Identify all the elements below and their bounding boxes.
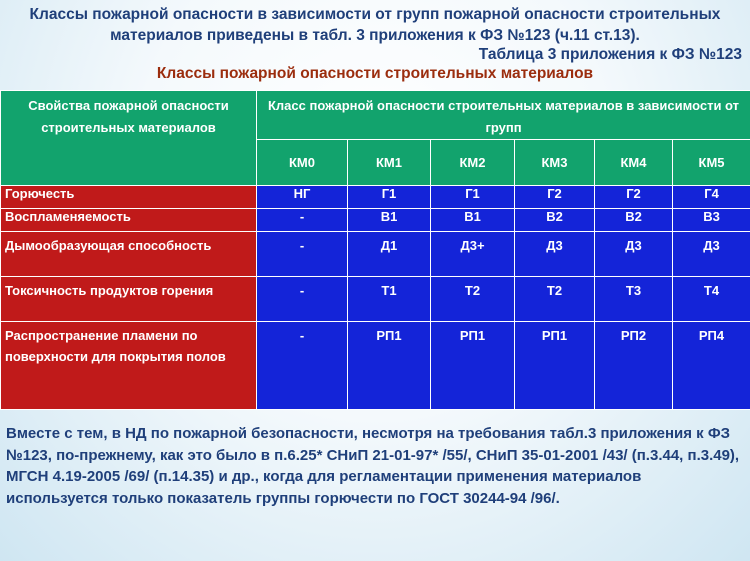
- row-value: [348, 232, 431, 277]
- row-value: [257, 232, 348, 277]
- row-value: [595, 322, 673, 410]
- header-class: Класс пожарной опасности строительных материалов в зависимости от групп: [257, 91, 750, 140]
- row-value-text: Т3: [625, 283, 642, 298]
- row-value: Г2: [515, 186, 595, 209]
- row-value: [257, 277, 348, 322]
- row-value: [515, 232, 595, 277]
- class-km2: КМ2: [431, 140, 515, 186]
- row-value: Г1: [348, 186, 431, 209]
- row-property-text: Распространение пламени по поверхности для покрытия полов: [5, 328, 226, 364]
- row-value-text: РП4: [698, 328, 725, 343]
- row-value: Г4: [673, 186, 750, 209]
- intro-line-2: материалов приведены в табл. 3 приложения к ФЗ №123 (ч.11 ст.13).: [110, 27, 640, 44]
- row-value: [673, 232, 750, 277]
- row-value-text: РП2: [620, 328, 647, 343]
- class-km1: КМ1: [348, 140, 431, 186]
- intro-line-1: Классы пожарной опасности в зависимости от групп пожарной опасности строительных: [29, 6, 721, 23]
- row-value-text: -: [299, 328, 305, 343]
- class-km4: КМ4: [595, 140, 673, 186]
- row-value: [673, 277, 750, 322]
- row-value: [431, 232, 515, 277]
- row-value-text: Т2: [546, 283, 563, 298]
- footnote-text: Вместе с тем, в НД по пожарной безопасности, несмотря на требования табл.3 приложения к ФЗ №123, по-прежнему, как это было в п.6.25* СНиП 21-01-97* /55/, СНиП 35-01-2001 /43/ (п.3.44, п.3.49), МГСН 4.19-2005 /69/ (п.14.35) и др., когда для регламентации применения материалов используется только показатель группы горючести по ГОСТ 30244-94 /96/.: [6, 425, 740, 507]
- row-value: [595, 277, 673, 322]
- row-value-text: Д3: [546, 238, 563, 253]
- row-value: [595, 232, 673, 277]
- row-value-text: -: [299, 238, 305, 253]
- table-reference: Таблица 3 приложения к ФЗ №123: [478, 46, 742, 63]
- table-title: Классы пожарной опасности строительных материалов: [156, 65, 594, 82]
- table-row: [1, 186, 750, 209]
- row-value: НГ: [257, 186, 348, 209]
- row-value-text: РП1: [459, 328, 486, 343]
- row-value: [515, 277, 595, 322]
- row-value-text: Т2: [464, 283, 481, 298]
- row-value-text: Т1: [381, 283, 397, 298]
- row-value: В1: [348, 209, 431, 232]
- row-value: В3: [673, 209, 750, 232]
- class-km3: КМ3: [515, 140, 595, 186]
- row-value-text: Т4: [703, 283, 720, 298]
- fire-hazard-table: [0, 90, 750, 410]
- row-value-text: -: [299, 283, 305, 298]
- header-property: Свойства пожарной опасности строительных материалов: [1, 91, 257, 186]
- row-value: [431, 322, 515, 410]
- intro-text: [0, 4, 750, 46]
- row-property: [1, 322, 257, 410]
- row-value: -: [257, 209, 348, 232]
- table-row: [1, 232, 750, 277]
- row-value-text: РП1: [376, 328, 402, 343]
- class-km0: КМ0: [257, 140, 348, 186]
- row-property: [1, 277, 257, 322]
- class-km5: КМ5: [673, 140, 750, 186]
- row-value: В2: [595, 209, 673, 232]
- table-row: [1, 277, 750, 322]
- row-value: Г1: [431, 186, 515, 209]
- row-value-text: РП1: [541, 328, 568, 343]
- row-value: В2: [515, 209, 595, 232]
- row-value-text: Д1: [380, 238, 398, 253]
- row-value: [348, 322, 431, 410]
- row-value: [348, 277, 431, 322]
- table-row: [1, 209, 750, 232]
- table-row: [1, 322, 750, 410]
- row-property: Горючесть: [1, 186, 257, 209]
- row-value-text: Д3: [625, 238, 642, 253]
- row-value: [257, 322, 348, 410]
- row-property: Воспламеняемость: [1, 209, 257, 232]
- row-property: [1, 232, 257, 277]
- row-value: [673, 322, 750, 410]
- row-property-text: Дымообразующая способность: [5, 238, 212, 253]
- row-value: В1: [431, 209, 515, 232]
- row-value: [515, 322, 595, 410]
- row-value-text: Д3: [703, 238, 720, 253]
- row-value: Г2: [595, 186, 673, 209]
- row-value: [431, 277, 515, 322]
- row-property-text: Токсичность продуктов горения: [5, 283, 214, 298]
- row-value-text: Д3+: [460, 238, 485, 253]
